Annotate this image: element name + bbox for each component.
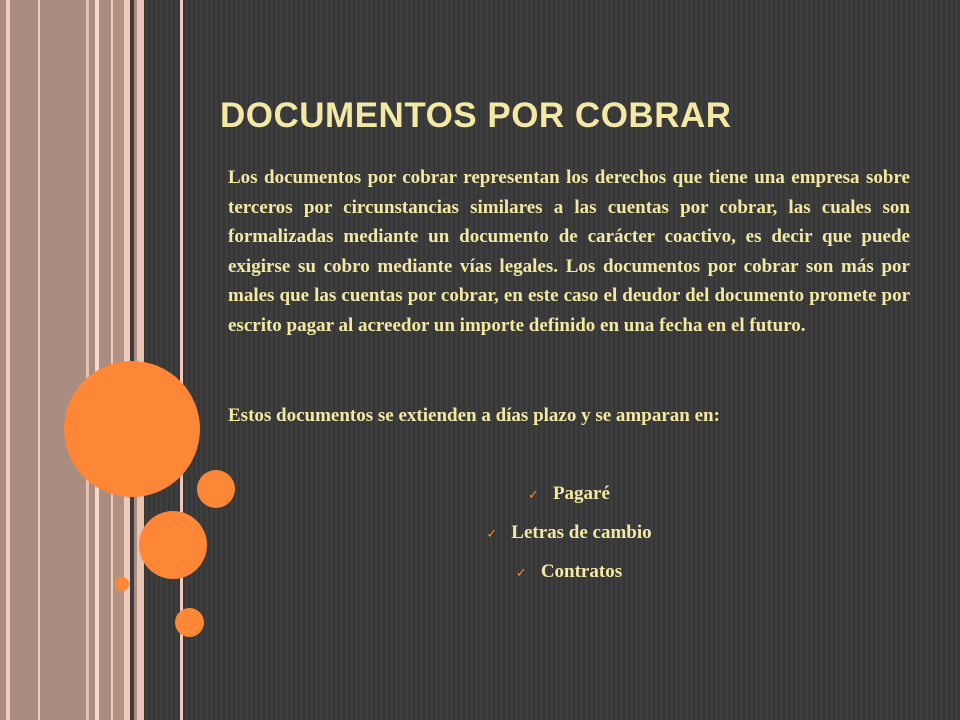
- document-types-list: [0, 475, 960, 592]
- check-icon: ✓: [528, 488, 539, 503]
- list-item: [0, 514, 960, 553]
- stripe: [113, 0, 124, 720]
- list-item: [0, 475, 960, 514]
- body-paragraph: Los documentos por cobrar representan los derechos que tiene una empresa sobre terceros por circunstancias similares a las cuentas por cobrar, las cuales son formalizadas mediante un documento de carácter coactivo, es decir que puede exigirse su cobro mediante vías legales. Los documentos por cobrar son más por males que las cuentas por cobrar, en este caso el deudor del documento promete por escrito pagar al acreedor un importe definido en una fecha en el futuro.: [228, 167, 910, 336]
- list-item-label: Contratos: [540, 561, 623, 582]
- check-icon: ✓: [515, 566, 527, 581]
- slide-title: DOCUMENTOS POR COBRAR: [220, 96, 732, 135]
- stripe: [10, 0, 38, 720]
- stripe: [99, 0, 111, 720]
- intro-paragraph: Estos documentos se extienden a días plazo y se amparan en:: [228, 405, 720, 426]
- decorative-stripes: [0, 0, 190, 720]
- list-item: [0, 553, 960, 592]
- list-item-label: Pagaré: [552, 483, 610, 504]
- small-orange-circle: [175, 608, 204, 637]
- stripe: [137, 0, 144, 720]
- check-icon: ✓: [486, 527, 498, 542]
- list-item-label: Letras de cambio: [511, 522, 652, 543]
- stripe: [40, 0, 86, 720]
